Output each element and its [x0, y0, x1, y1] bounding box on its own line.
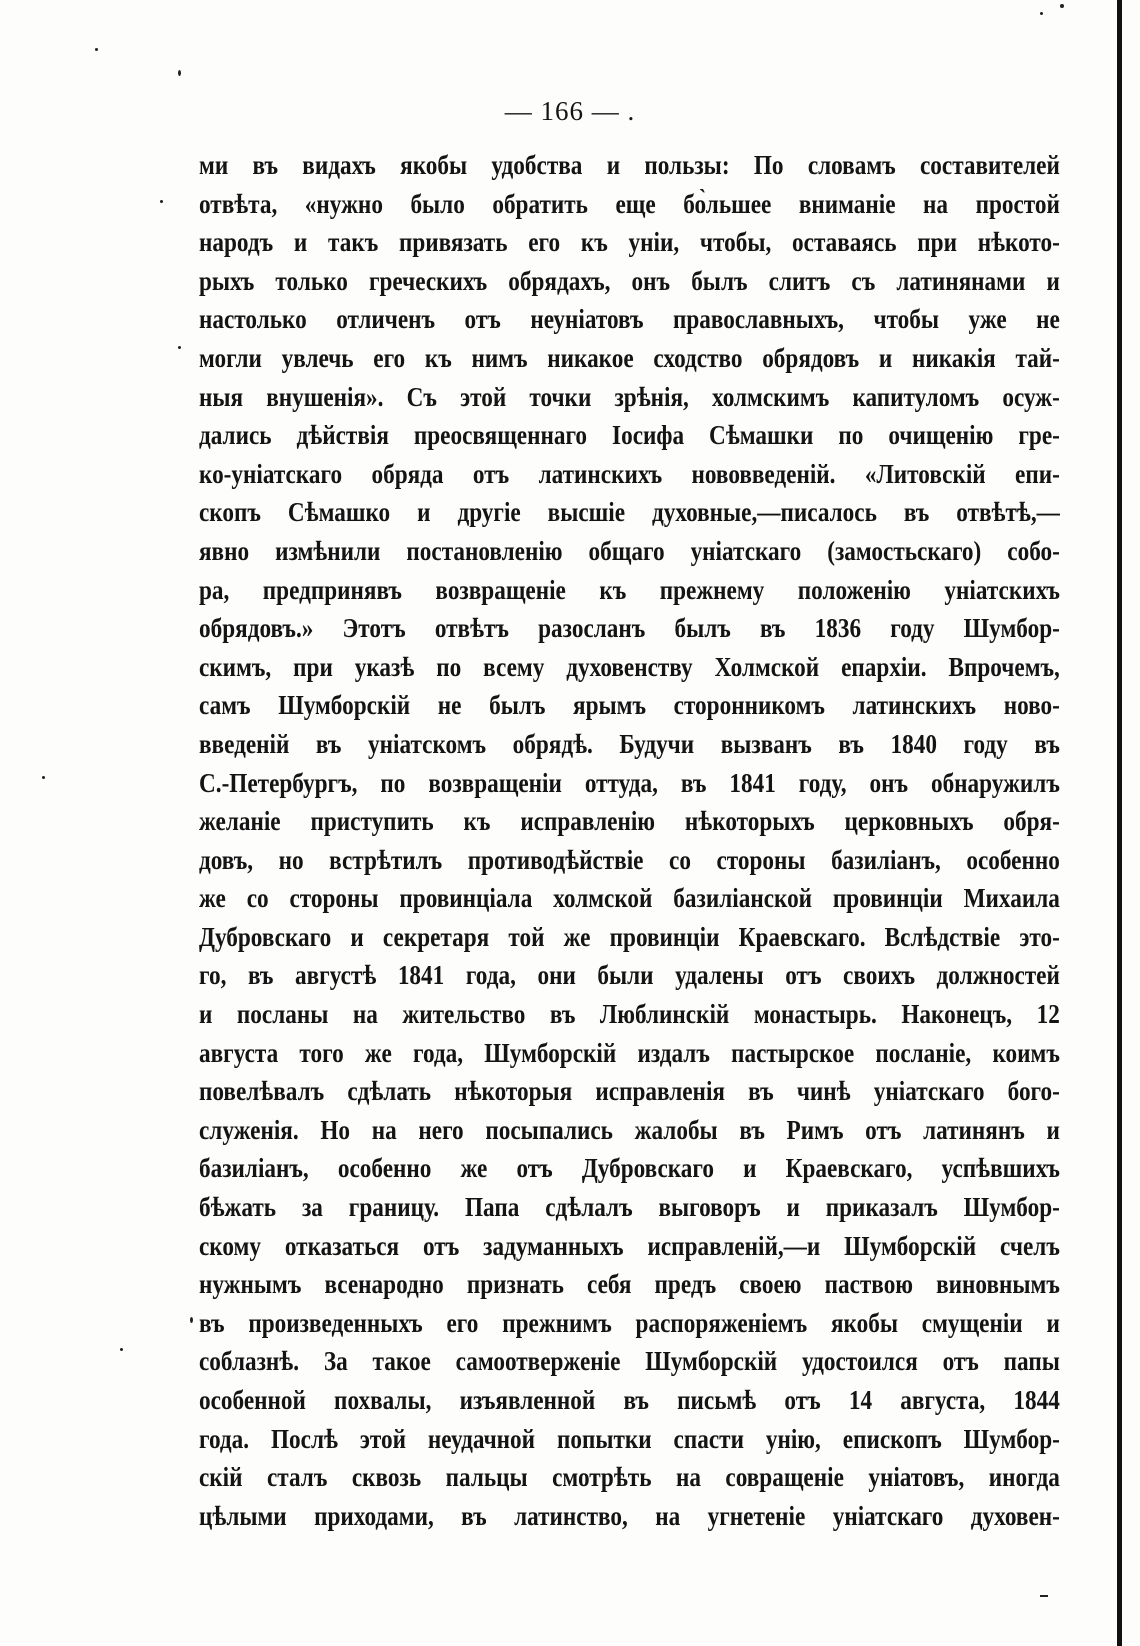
- text-line: въ произведенныхъ его прежнимъ распоряженіемъ якобы смущеніи и: [199, 1307, 1060, 1338]
- text-line: Дубровскаго и секретаря той же провинціи Краевскаго. Вслѣдствіе это-: [199, 921, 1060, 952]
- text-line: желаніе приступить къ исправленію нѣкоторыхъ церковныхъ обря-: [199, 806, 1060, 837]
- scan-speck: [1060, 4, 1064, 8]
- text-line: ко-уніатскаго обряда отъ латинскихъ нововведеній. «Литовскій епи-: [199, 458, 1060, 489]
- text-line: августа того же года, Шумборскій издалъ пастырское посланіе, коимъ: [199, 1037, 1060, 1068]
- page-edge-shadow: [1117, 0, 1122, 1646]
- text-line: и посланы на жительство въ Люблинскій монастырь. Наконецъ, 12: [199, 999, 1060, 1030]
- text-line: скому отказаться отъ задуманныхъ исправленій,—и Шумборскій счелъ: [199, 1230, 1060, 1261]
- text-line: особенной похвалы, изъявленной въ письмѣ отъ 14 августа, 1844: [199, 1385, 1060, 1415]
- text-line: народъ и такъ привязать его къ уніи, чтобы, оставаясь при нѣкото-: [199, 227, 1060, 258]
- text-line: скопъ Сѣмашко и другіе высшіе духовные,—писалось въ отвѣтѣ,—: [199, 497, 1060, 528]
- text-line: скимъ, при указѣ по всему духовенству Холмской епархіи. Впрочемъ,: [199, 651, 1060, 682]
- text-line: года. Послѣ этой неудачной попытки спасти унію, епископъ Шумбор-: [199, 1423, 1060, 1454]
- text-line: введеній въ уніатскомъ обрядѣ. Будучи вызванъ въ 1840 году въ: [199, 728, 1060, 759]
- text-line: ми въ видахъ якобы удобства и пользы: По словамъ составителей: [199, 150, 1060, 180]
- text-line: ныя внушенія». Съ этой точки зрѣнія, холмскимъ капитуломъ осуж-: [199, 381, 1060, 412]
- text-line: ра, предпринявъ возвращеніе къ прежнему положенію уніатскихъ: [199, 574, 1060, 605]
- scan-speck: [178, 346, 181, 349]
- text-line: цѣлыми приходами, въ латинство, на угнетеніе уніатскаго духовен-: [199, 1500, 1060, 1531]
- text-line: довъ, но встрѣтилъ противодѣйствіе со стороны базиліанъ, особенно: [199, 844, 1060, 875]
- text-line: бѣжать за границу. Папа сдѣлалъ выговоръ и приказалъ Шумбор-: [199, 1192, 1060, 1223]
- text-line: базиліанъ, особенно же отъ Дубровскаго и Краевскаго, успѣвшихъ: [199, 1153, 1060, 1184]
- page-number: — 166 — .: [504, 96, 636, 126]
- scan-speck: [1040, 12, 1043, 15]
- text-line: отвѣта, «нужно было обратить еще бо̀льшее вниманіе на простой: [199, 188, 1060, 219]
- scan-speck: [178, 70, 181, 76]
- scan-speck: [95, 48, 98, 51]
- text-line: С.-Петербургъ, по возвращеніи оттуда, въ 1841 году, онъ обнаружилъ: [199, 767, 1060, 798]
- text-line: соблазнѣ. За такое самоотверженіе Шумборскій удостоился отъ папы: [199, 1346, 1060, 1377]
- text-line: го, въ августѣ 1841 года, они были удалены отъ своихъ должностей: [199, 960, 1060, 991]
- scan-speck: [120, 1348, 123, 1351]
- text-line: же со стороны провинціала холмской базиліанской провинціи Михаила: [199, 883, 1060, 914]
- text-line: нужнымъ всенародно признать себя предъ своею паствою виновнымъ: [199, 1269, 1060, 1300]
- text-line: скій сталъ сквозь пальцы смотрѣть на совращеніе уніатовъ, иногда: [199, 1462, 1060, 1493]
- text-line: служенія. Но на него посыпались жалобы въ Римъ отъ латинянъ и: [199, 1114, 1060, 1145]
- scan-speck: [1040, 1595, 1048, 1597]
- text-line: настолько отличенъ отъ неуніатовъ православныхъ, чтобы уже не: [199, 304, 1060, 335]
- text-line: самъ Шумборскій не былъ ярымъ сторонникомъ латинскихъ ново-: [199, 690, 1060, 721]
- text-line: явно измѣнили постановленію общаго уніатскаго (замостьскаго) собо-: [199, 535, 1060, 566]
- body-text: [199, 146, 1060, 1535]
- text-line: обрядовъ.» Этотъ отвѣтъ разосланъ былъ въ 1836 году Шумбор-: [199, 613, 1060, 644]
- text-line: дались дѣйствія преосвященнаго Іосифа Сѣмашки по очищенію гре-: [199, 420, 1060, 451]
- scan-speck: [190, 1317, 193, 1323]
- text-line: могли увлечь его къ нимъ никакое сходство обрядовъ и никакія тай-: [199, 342, 1060, 373]
- scan-speck: [160, 200, 163, 203]
- scan-speck: [42, 776, 45, 779]
- text-line: повелѣвалъ сдѣлать нѣкоторыя исправленія въ чинѣ уніатскаго бого-: [199, 1076, 1060, 1107]
- text-line: рыхъ только греческихъ обрядахъ, онъ былъ слитъ съ латинянами и: [199, 265, 1060, 296]
